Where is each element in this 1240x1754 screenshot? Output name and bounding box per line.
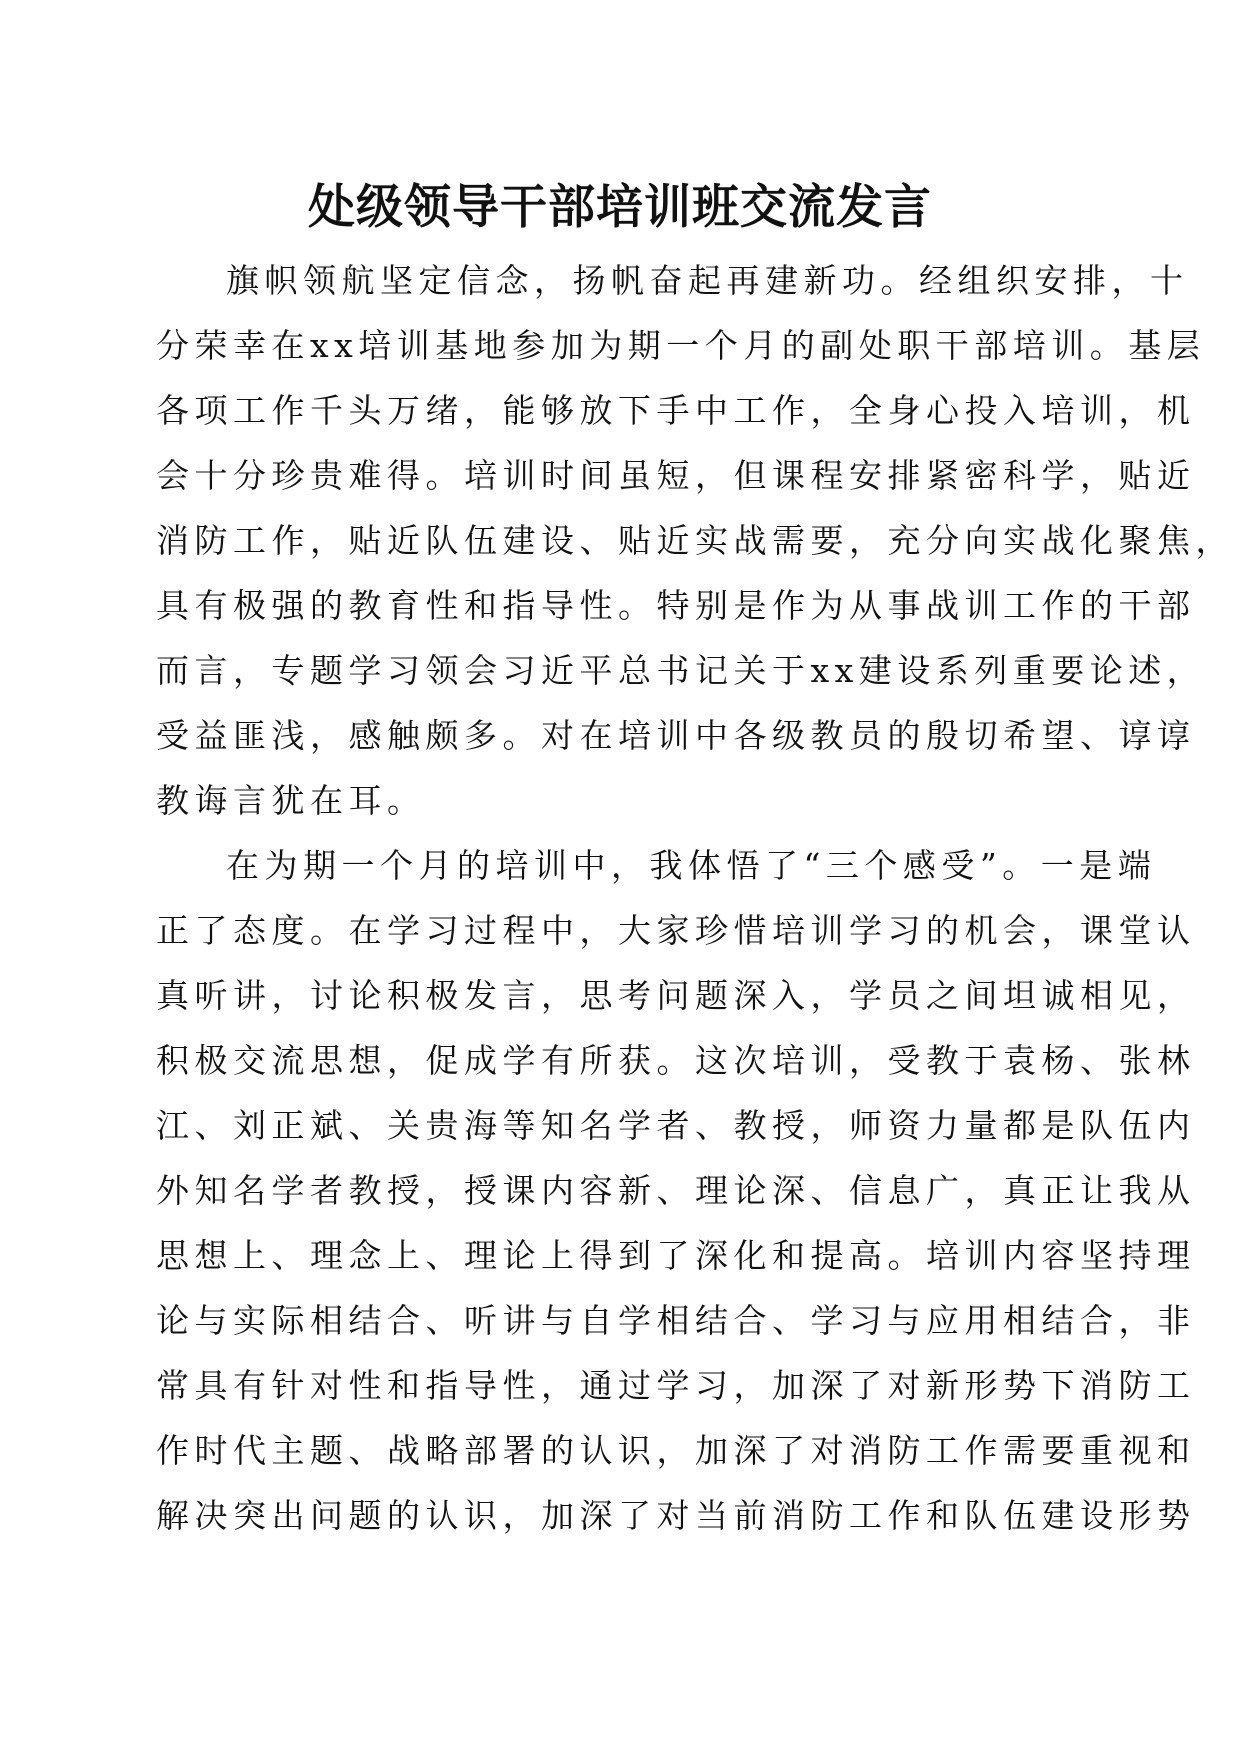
paragraph-line: 教诲言犹在耳。 (156, 781, 426, 820)
paragraph-line: 而言，专题学习领会习近平总书记关于xx建设系列重要论述， (156, 651, 1206, 690)
paragraph-line: 江、刘正斌、关贵海等知名学者、教授，师资力量都是队伍内 (156, 1106, 1196, 1145)
paragraph-line: 分荣幸在xx培训基地参加为期一个月的副处职干部培训。基层 (156, 326, 1206, 365)
paragraph-line: 解决突出问题的认识，加深了对当前消防工作和队伍建设形势 (156, 1496, 1196, 1535)
paragraph-line: 作时代主题、战略部署的认识，加深了对消防工作需要重视和 (156, 1431, 1196, 1470)
paragraph-2 (156, 833, 1196, 1548)
paragraph-line: 论与实际相结合、听讲与自学相结合、学习与应用相结合，非 (156, 1301, 1196, 1340)
paragraph-line: 正了态度。在学习过程中，大家珍惜培训学习的机会，课堂认 (156, 911, 1196, 950)
paragraph-line: 积极交流思想，促成学有所获。这次培训，受教于袁杨、张林 (156, 1041, 1196, 1080)
paragraph-line: 在为期一个月的培训中，我体悟了“三个感受”。一是端 (226, 846, 1157, 885)
paragraph-line: 会十分珍贵难得。培训时间虽短，但课程安排紧密科学，贴近 (156, 456, 1196, 495)
document-body (156, 248, 1234, 1548)
paragraph-line: 思想上、理念上、理论上得到了深化和提高。培训内容坚持理 (156, 1236, 1196, 1275)
paragraph-line: 受益匪浅，感触颇多。对在培训中各级教员的殷切希望、谆谆 (156, 716, 1196, 755)
paragraph-line: 真听讲，讨论积极发言，思考问题深入，学员之间坦诚相见， (156, 976, 1196, 1015)
paragraph-line: 各项工作千头万绪，能够放下手中工作，全身心投入培训，机 (156, 391, 1196, 430)
document-title: 处级领导干部培训班交流发言 (308, 180, 932, 235)
paragraph-line: 消防工作，贴近队伍建设、贴近实战需要，充分向实战化聚焦， (156, 521, 1234, 560)
paragraph-1 (156, 248, 1234, 833)
paragraph-line: 常具有针对性和指导性，通过学习，加深了对新形势下消防工 (156, 1366, 1196, 1405)
paragraph-line: 旗帜领航坚定信念，扬帆奋起再建新功。经组织安排，十 (226, 261, 1189, 300)
paragraph-line: 具有极强的教育性和指导性。特别是作为从事战训工作的干部 (156, 586, 1196, 625)
paragraph-line: 外知名学者教授，授课内容新、理论深、信息广，真正让我从 (156, 1171, 1196, 1210)
